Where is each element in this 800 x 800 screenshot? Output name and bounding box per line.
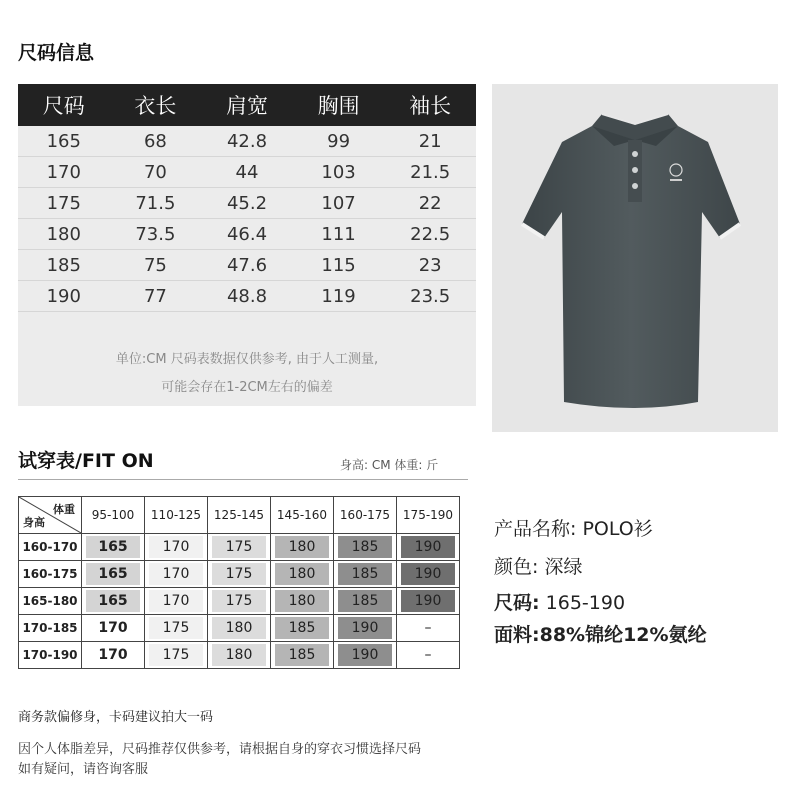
size-cell: 115 <box>321 254 356 276</box>
fit-row-header: 160-175 <box>19 561 82 588</box>
recommended-size: 185 <box>338 536 392 558</box>
size-note-line2: 可能会存在1-2CM左右的偏差 <box>161 380 333 395</box>
size-info-title: 尺码信息 <box>18 42 95 64</box>
fit-unit-note: 身高: CM 体重: 斤 <box>340 458 439 472</box>
recommended-size: 185 <box>338 590 392 612</box>
fit-cell <box>334 642 397 669</box>
recommended-size: 190 <box>338 644 392 666</box>
fit-cell <box>82 588 145 615</box>
fit-cell <box>82 534 145 561</box>
recommended-size: 190 <box>401 563 455 585</box>
size-cell: 42.8 <box>226 130 268 152</box>
size-cell: 71.5 <box>135 192 176 214</box>
recommended-size: 180 <box>275 536 329 558</box>
fit-col-header: 175-190 <box>397 497 460 534</box>
product-color-label: 颜色: <box>494 556 539 578</box>
header-cell: 衣长 <box>134 94 177 118</box>
fit-row <box>19 534 460 561</box>
fit-cell <box>208 615 271 642</box>
size-cell: 119 <box>321 285 356 307</box>
size-row <box>18 250 476 281</box>
size-cell: 165 <box>46 130 81 152</box>
size-cell: 47.6 <box>226 254 268 276</box>
fit-col-header: 125-145 <box>208 497 271 534</box>
recommended-size: – <box>424 647 432 663</box>
fit-cell <box>208 642 271 669</box>
recommended-size: 185 <box>275 617 329 639</box>
recommended-size: 185 <box>338 563 392 585</box>
product-fabric-value: 88%锦纶12%氨纶 <box>539 624 707 646</box>
product-size-label: 尺码: <box>494 592 540 614</box>
recommended-size: 175 <box>212 536 266 558</box>
size-cell: 23.5 <box>410 285 451 307</box>
fit-cell <box>208 588 271 615</box>
header-cell: 袖长 <box>409 94 452 118</box>
fit-cell <box>334 615 397 642</box>
size-note-line1: 单位:CM 尺码表数据仅供参考, 由于人工测量, <box>115 352 379 367</box>
recommended-size: 170 <box>149 536 203 558</box>
recommended-size: 175 <box>149 617 203 639</box>
header-cell: 胸围 <box>317 94 360 118</box>
fit-cell <box>145 534 208 561</box>
product-size <box>494 588 625 615</box>
recommended-size: 170 <box>86 617 140 639</box>
fit-cell <box>271 561 334 588</box>
size-cell: 48.8 <box>226 285 268 307</box>
recommended-size: 180 <box>212 644 266 666</box>
size-cell: 190 <box>46 285 81 307</box>
size-cell: 22 <box>418 192 442 214</box>
recommended-size: 175 <box>212 563 266 585</box>
product-name-value: POLO衫 <box>582 518 653 540</box>
recommended-size: 190 <box>401 536 455 558</box>
fit-col-header: 95-100 <box>82 497 145 534</box>
corner-weight-label: 体重 <box>53 503 75 516</box>
recommended-size: 170 <box>149 590 203 612</box>
recommended-size: 175 <box>149 644 203 666</box>
fit-row <box>19 561 460 588</box>
product-color <box>494 552 582 579</box>
size-row <box>18 157 476 188</box>
fit-cell <box>208 534 271 561</box>
fit-cell <box>271 615 334 642</box>
size-cell: 21 <box>418 130 442 152</box>
fit-cell <box>145 615 208 642</box>
size-cell: 77 <box>143 285 167 307</box>
fit-cell <box>271 588 334 615</box>
fit-cell <box>397 534 460 561</box>
product-photo <box>492 84 778 432</box>
fit-cell <box>271 642 334 669</box>
fit-row-header: 160-170 <box>19 534 82 561</box>
fit-cell <box>145 642 208 669</box>
product-name <box>494 514 653 541</box>
size-cell: 107 <box>321 192 356 214</box>
fit-cell <box>82 561 145 588</box>
size-cell: 22.5 <box>410 223 451 245</box>
size-cell: 111 <box>321 223 356 245</box>
recommended-size: 170 <box>86 644 140 666</box>
size-cell: 175 <box>46 192 81 214</box>
header-cell: 尺码 <box>42 94 85 118</box>
product-name-label: 产品名称: <box>494 518 577 540</box>
size-cell: 99 <box>327 130 351 152</box>
fit-cell <box>82 642 145 669</box>
size-cell: 45.2 <box>226 192 268 214</box>
fit-col-header: 110-125 <box>145 497 208 534</box>
product-color-value: 深绿 <box>544 556 583 578</box>
fit-corner-cell <box>19 497 82 534</box>
size-cell: 70 <box>143 161 167 183</box>
size-row <box>18 219 476 250</box>
fit-row-header: 170-190 <box>19 642 82 669</box>
size-cell: 21.5 <box>410 161 451 183</box>
fit-cell <box>82 615 145 642</box>
fit-cell <box>397 561 460 588</box>
size-cell: 185 <box>46 254 81 276</box>
fit-row <box>19 642 460 669</box>
recommended-size: 175 <box>212 590 266 612</box>
size-cell: 75 <box>143 254 167 276</box>
corner-height-label: 身高 <box>23 516 45 529</box>
size-cell: 44 <box>235 161 259 183</box>
section-divider <box>18 479 468 480</box>
fit-on-title: 试穿表/FIT ON <box>18 450 154 472</box>
size-cell: 73.5 <box>135 223 176 245</box>
size-table-body <box>18 126 476 312</box>
size-row <box>18 188 476 219</box>
recommended-size: 170 <box>149 563 203 585</box>
fit-cell <box>271 534 334 561</box>
fit-advice: 商务款偏修身，卡码建议拍大一码 <box>18 710 214 725</box>
fit-cell <box>334 561 397 588</box>
fit-cell <box>397 615 460 642</box>
fit-cell <box>334 534 397 561</box>
size-cell: 46.4 <box>226 223 268 245</box>
polo-shirt-image <box>492 84 778 432</box>
fit-col-header: 160-175 <box>334 497 397 534</box>
fit-row <box>19 615 460 642</box>
recommended-size: 180 <box>275 590 329 612</box>
size-cell: 103 <box>321 161 356 183</box>
fit-row-header: 165-180 <box>19 588 82 615</box>
size-cell: 23 <box>418 254 442 276</box>
recommended-size: – <box>424 620 432 636</box>
fit-row <box>19 588 460 615</box>
fit-col-header: 145-160 <box>271 497 334 534</box>
fit-cell <box>145 561 208 588</box>
header-cell: 肩宽 <box>225 94 268 118</box>
size-row <box>18 281 476 312</box>
fit-cell <box>397 588 460 615</box>
recommended-size: 190 <box>401 590 455 612</box>
recommended-size: 165 <box>86 536 140 558</box>
recommended-size: 165 <box>86 563 140 585</box>
recommended-size: 185 <box>275 644 329 666</box>
fit-cell <box>145 588 208 615</box>
fit-cell <box>397 642 460 669</box>
size-cell: 180 <box>46 223 81 245</box>
size-row <box>18 126 476 157</box>
product-size-value: 165-190 <box>545 592 626 614</box>
size-table-header <box>18 84 476 126</box>
size-table <box>18 84 476 406</box>
recommended-size: 180 <box>275 563 329 585</box>
product-fabric-label: 面料: <box>494 624 540 646</box>
fit-cell <box>208 561 271 588</box>
product-fabric <box>494 620 707 647</box>
fit-cell <box>334 588 397 615</box>
recommended-size: 190 <box>338 617 392 639</box>
size-cell: 68 <box>143 130 167 152</box>
recommended-size: 165 <box>86 590 140 612</box>
recommended-size: 180 <box>212 617 266 639</box>
fit-on-table <box>18 496 460 669</box>
fit-row-header: 170-185 <box>19 615 82 642</box>
size-disclaimer: 因个人体脂差异，尺码推荐仅供参考，请根据自身的穿衣习惯选择尺码 <box>18 742 422 757</box>
size-cell: 170 <box>46 161 81 183</box>
contact-service-note: 如有疑问，请咨询客服 <box>18 762 149 777</box>
